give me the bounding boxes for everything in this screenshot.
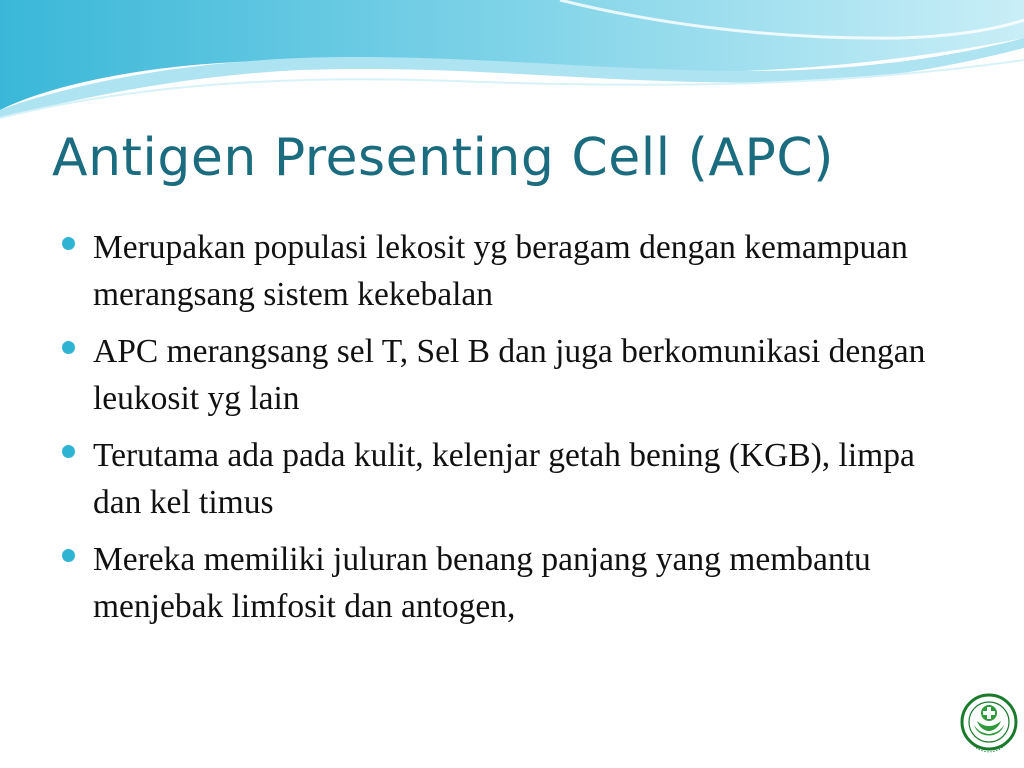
bakti-husada-logo-icon [960, 685, 1018, 759]
bullet-text: Merupakan populasi lekosit yg beragam dengan kemampuan merangsang sistem kekebalan [93, 229, 908, 313]
bullet-dot-icon [62, 341, 75, 354]
bullet-list [62, 224, 942, 640]
bullet-text: APC merangsang sel T, Sel B dan juga berkomunikasi dengan leukosit yg lain [93, 333, 926, 417]
bullet-text: Terutama ada pada kulit, kelenjar getah bening (KGB), limpa dan kel timus [93, 437, 915, 521]
bullet-dot-icon [62, 549, 75, 562]
bullet-text: Mereka memiliki juluran benang panjang yang membantu menjebak limfosit dan antogen, [93, 541, 871, 625]
slide-title: Antigen Presenting Cell (APC) [52, 128, 834, 188]
bullet-dot-icon [62, 445, 75, 458]
list-item [62, 224, 942, 318]
list-item [62, 536, 942, 630]
list-item [62, 328, 942, 422]
header-wave-decoration [0, 0, 1024, 130]
list-item [62, 432, 942, 526]
bullet-dot-icon [62, 237, 75, 250]
